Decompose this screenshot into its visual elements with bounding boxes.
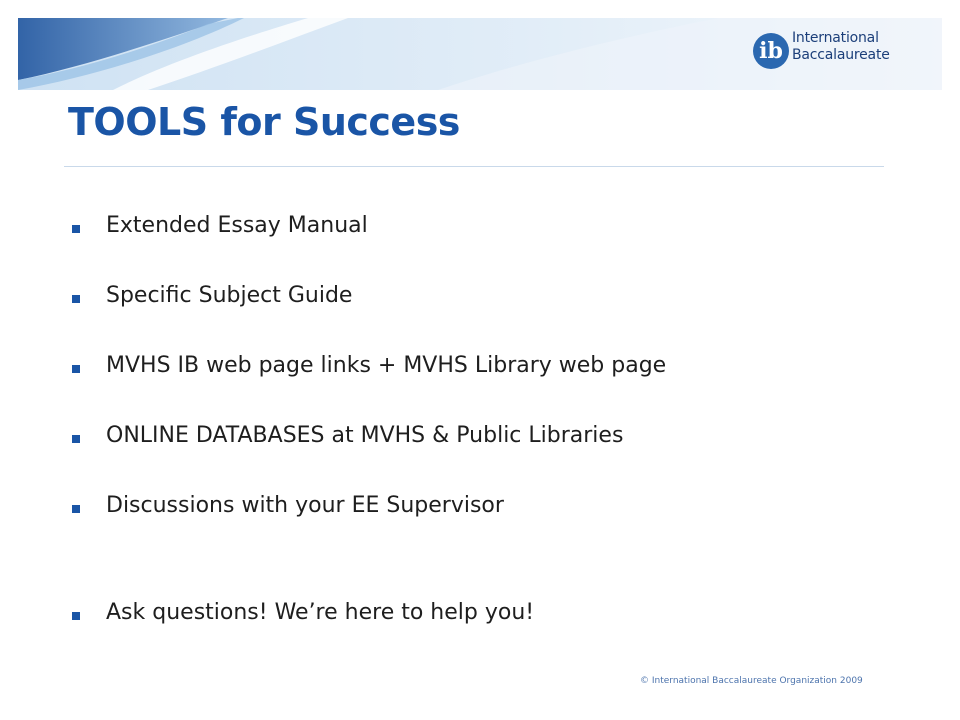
ib-mark-icon: [752, 28, 792, 74]
slide-title: TOOLS for Success: [68, 100, 460, 144]
list-item-text: ONLINE DATABASES at MVHS & Public Libraries: [106, 423, 624, 448]
list-item-text: Specific Subject Guide: [106, 283, 353, 308]
square-bullet-icon: [72, 435, 80, 443]
ib-wordmark: [792, 30, 890, 64]
ib-logo: [752, 28, 902, 74]
svg-text:ib: ib: [759, 38, 783, 64]
list-item-text: Extended Essay Manual: [106, 213, 368, 238]
square-bullet-icon: [72, 225, 80, 233]
square-bullet-icon: [72, 295, 80, 303]
copyright-footer: © International Baccalaureate Organization 2009: [640, 676, 863, 686]
square-bullet-icon: [72, 612, 80, 620]
list-item-text: MVHS IB web page links + MVHS Library web page: [106, 353, 667, 378]
logo-line-baccalaureate: Baccalaureate: [792, 47, 890, 63]
list-item-text: Ask questions! We’re here to help you!: [106, 600, 535, 625]
square-bullet-icon: [72, 505, 80, 513]
square-bullet-icon: [72, 365, 80, 373]
logo-line-international: International: [792, 30, 879, 46]
list-item-text: Discussions with your EE Supervisor: [106, 493, 504, 518]
title-divider: [64, 166, 884, 167]
